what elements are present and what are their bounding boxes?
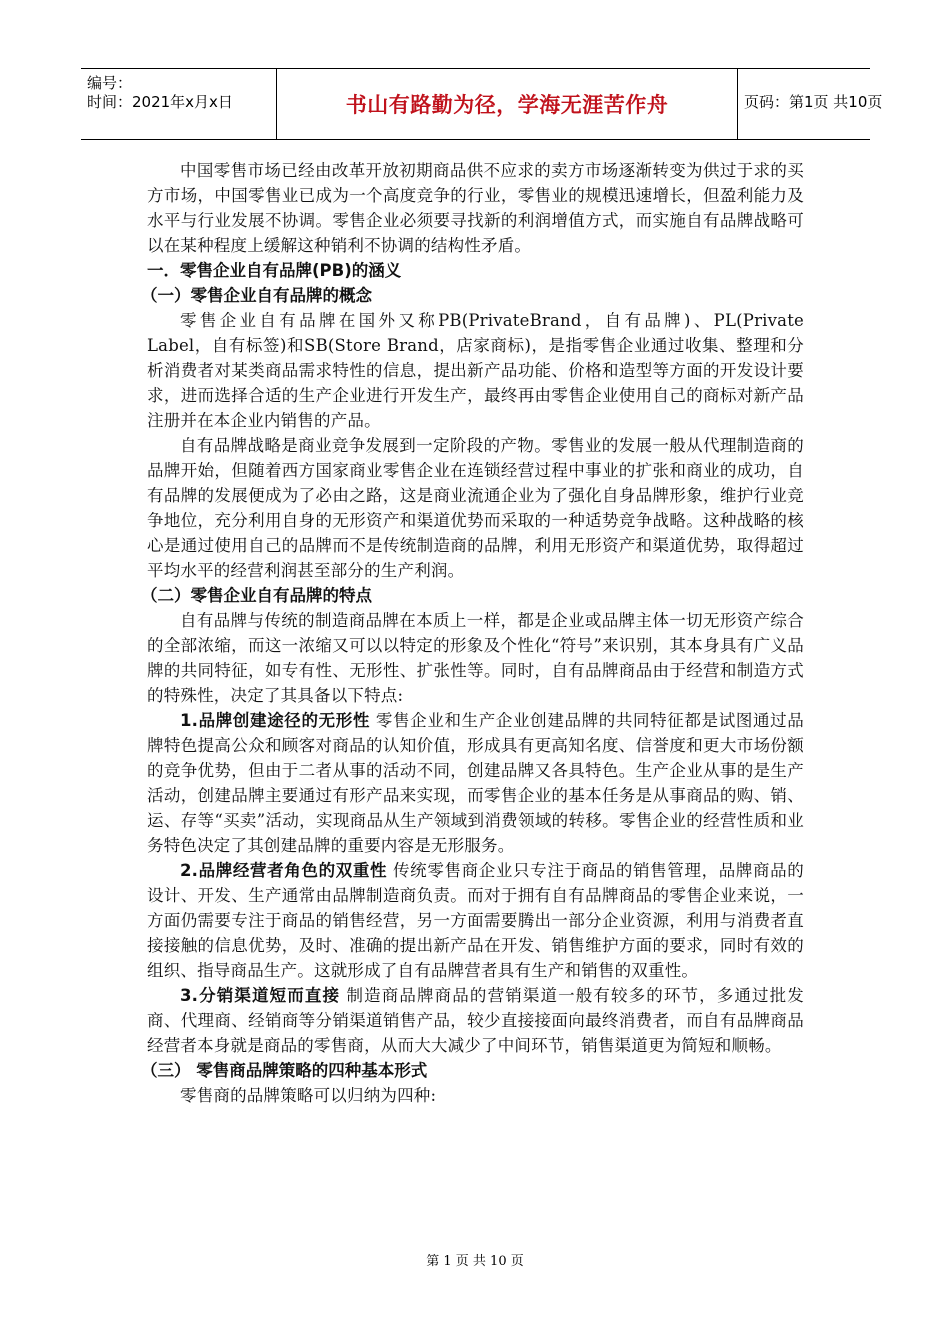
feature-2-title: 2.品牌经营者角色的双重性 [180, 861, 388, 880]
header-page-cell [738, 69, 883, 139]
strategy-paragraph: 自有品牌战略是商业竞争发展到一定阶段的产物。零售业的发展一般从代理制造商的品牌开始，但随着西方国家商业零售企业在连锁经营过程中事业的扩张和商业的成功，自有品牌的发展便成为了必由之路，这是商业流通企业为了强化自身品牌形象，维护行业竞争地位，充分利用自身的无形资产和渠道优势而采取的一种适势竞争战略。这种战略的核心是通过使用自己的品牌而不是传统制造商的品牌，利用无形资产和渠道优势，取得超过平均水平的经营利润甚至部分的生产利润。 [147, 436, 804, 580]
concept-paragraph: 零售企业自有品牌在国外又称PB(PrivateBrand，自有品牌)、PL(Private Label，自有标签)和SB(Store Brand，店家商标)，是指零售企业通过收集、整理和分析消费者对某类商品需求特性的信息，提出新产品功能、价格和造型等方面的开发设计要求，进而选择合适的生产企业进行开发生产，最终再由零售企业使用自己的商标对新产品注册并在本企业内销售的产品。 [147, 311, 804, 430]
header-page-info: 页码：第1页 共10页 [744, 93, 883, 111]
feature-3-paragraph [147, 983, 804, 1058]
subsection-heading-features: （二）零售企业自有品牌的特点 [141, 586, 372, 605]
forms-intro-paragraph: 零售商的品牌策略可以归纳为四种: [180, 1086, 437, 1105]
page-footer: 第 1 页 共 10 页 [426, 1254, 524, 1269]
document-body [141, 158, 804, 1108]
section-heading-1: 一．零售企业自有品牌(PB)的涵义 [147, 261, 402, 280]
feature-1-paragraph [147, 708, 804, 858]
feature-1-title: 1.品牌创建途径的无形性 [180, 711, 371, 730]
subsection-heading-forms: （三） 零售商品牌策略的四种基本形式 [141, 1061, 428, 1080]
header-motto-cell [276, 69, 738, 139]
feature-2-text: 传统零售商企业只专注于商品的销售管理，品牌商品的设计、开发、生产通常由品牌制造商负责。而对于拥有自有品牌商品的零售企业来说，一方面仍需要专注于商品的销售经营，另一方面需要腾出一部分企业资源，利用与消费者直接接触的信息优势，及时、准确的提出新产品在开发、销售维护方面的要求，同时有效的组织、指导商品生产。这就形成了自有品牌营者具有生产和销售的双重性。 [147, 861, 804, 980]
document-number-label: 编号： [87, 74, 133, 92]
feature-1-text: 零售企业和生产企业创建品牌的共同特征都是试图通过品牌特色提高公众和顾客对商品的认知价值，形成具有更高知名度、信誉度和更大市场份额的竞争优势，但由于二者从事的活动不同，创建品牌又各具特色。生产企业从事的是生产活动，创建品牌主要通过有形产品来实现，而零售企业的基本任务是从事商品的购、销、运、存等“买卖”活动，实现商品从生产领域到消费领域的转移。零售企业的经营性质和业务特色决定了其创建品牌的重要内容是无形服务。 [147, 711, 804, 855]
document-date-label: 时间：2021年x月x日 [87, 93, 233, 111]
subsection-heading-concept: （一）零售企业自有品牌的概念 [141, 286, 372, 305]
feature-3-title: 3.分销渠道短而直接 [180, 986, 341, 1005]
header-meta-cell [81, 69, 276, 139]
feature-2-paragraph [147, 858, 804, 983]
header-motto: 书山有路勤为径，学海无涯苦作舟 [345, 93, 669, 117]
intro-paragraph: 中国零售市场已经由改革开放初期商品供不应求的卖方市场逐渐转变为供过于求的买方市场，中国零售业已成为一个高度竞争的行业，零售业的规模迅速增长，但盈利能力及水平与行业发展不协调。零售企业必须要寻找新的利润增值方式，而实施自有品牌战略可以在某种程度上缓解这种销利不协调的结构性矛盾。 [147, 161, 804, 255]
document-header [81, 68, 883, 140]
feature-3-text: 制造商品牌商品的营销渠道一般有较多的环节，多通过批发商、代理商、经销商等分销渠道销售产品，较少直接接面向最终消费者，而自有品牌商品经营者本身就是商品的零售商，从而大大减少了中间环节，销售渠道更为简短和顺畅。 [147, 986, 804, 1055]
features-intro-paragraph: 自有品牌与传统的制造商品牌在本质上一样，都是企业或品牌主体一切无形资产综合的全部浓缩，而这一浓缩又可以以特定的形象及个性化“符号”来识别，其本身具有广义品牌的共同特征，如专有性、无形性、扩张性等。同时，自有品牌商品由于经营和制造方式的特殊性，决定了其具备以下特点: [147, 611, 804, 705]
